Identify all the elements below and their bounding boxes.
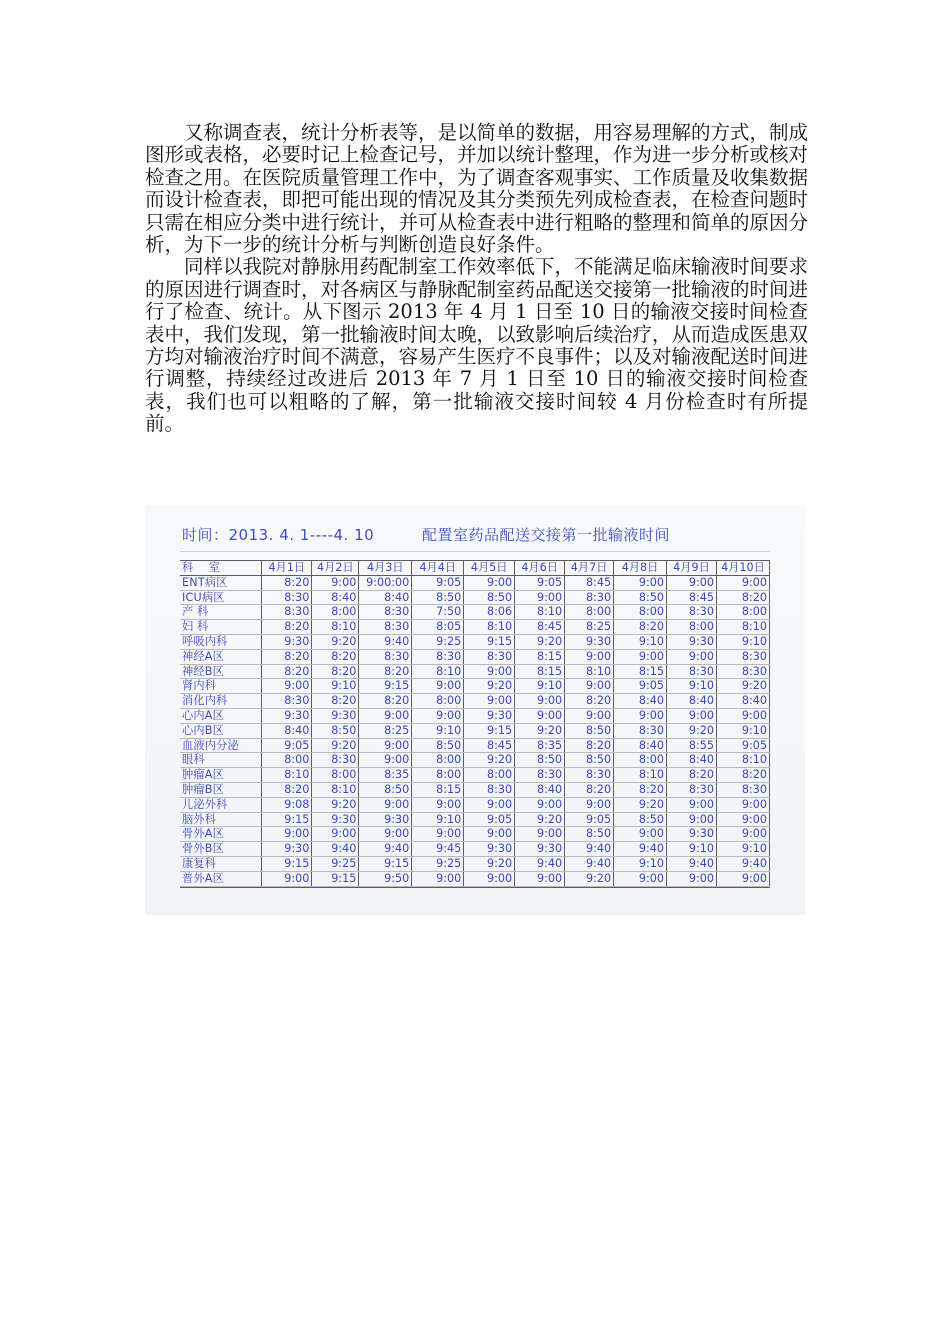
time-cell: 9:00 xyxy=(515,694,565,709)
table-row xyxy=(180,856,770,871)
time-cell: 8:50 xyxy=(565,753,614,768)
dept-cell: 骨外A区 xyxy=(180,827,262,842)
time-cell: 9:05 xyxy=(515,575,565,590)
time-cell: 9:15 xyxy=(359,856,412,871)
header-date: 4月6日 xyxy=(515,561,565,576)
time-cell: 9:20 xyxy=(312,634,359,649)
header-date: 4月9日 xyxy=(667,561,717,576)
time-cell: 9:00 xyxy=(359,827,412,842)
time-cell: 8:55 xyxy=(667,738,717,753)
time-cell: 9:00 xyxy=(262,679,312,694)
time-cell: 9:00 xyxy=(412,827,464,842)
spreadsheet-image xyxy=(180,519,770,893)
sheet-title-date: 时间：2013. 4. 1----4. 10 xyxy=(182,526,375,544)
time-cell: 8:15 xyxy=(515,649,565,664)
dept-cell: 神经B区 xyxy=(180,664,262,679)
time-cell: 8:40 xyxy=(614,738,667,753)
dept-cell: 心内A区 xyxy=(180,708,262,723)
time-cell: 8:10 xyxy=(565,664,614,679)
time-cell: 9:15 xyxy=(312,871,359,886)
header-date: 4月4日 xyxy=(412,561,464,576)
time-cell: 9:05 xyxy=(262,738,312,753)
time-cell: 8:20 xyxy=(312,649,359,664)
time-cell: 9:40 xyxy=(667,856,717,871)
time-cell: 9:40 xyxy=(565,856,614,871)
time-cell: 8:10 xyxy=(614,768,667,783)
time-cell: 8:20 xyxy=(262,575,312,590)
time-cell: 9:05 xyxy=(565,812,614,827)
time-cell: 9:00 xyxy=(667,812,717,827)
time-cell: 9:00 xyxy=(359,708,412,723)
dept-cell: 产 科 xyxy=(180,605,262,620)
time-cell: 8:30 xyxy=(464,782,515,797)
time-cell: 8:30 xyxy=(262,694,312,709)
table-row xyxy=(180,649,770,664)
dept-cell: 消化内科 xyxy=(180,694,262,709)
time-cell: 8:25 xyxy=(565,620,614,635)
time-cell: 7:50 xyxy=(412,605,464,620)
table-row xyxy=(180,738,770,753)
time-cell: 8:40 xyxy=(614,694,667,709)
time-cell: 9:00 xyxy=(716,708,769,723)
time-cell: 8:30 xyxy=(716,649,769,664)
paragraph-1: 又称调查表，统计分析表等，是以简单的数据，用容易理解的方式，制成图形或表格，必要时记上检查记号，并加以统计整理，作为进一步分析或核对检查之用。在医院质量管理工作中，为了调查客观事实、工作质量及收集数据而设计检查表，即把可能出现的情况及其分类预先列成检查表，在检查问题时只需在相应分类中进行统计，并可从检查表中进行粗略的整理和简单的原因分析，为下一步的统计分析与判断创造良好条件。 xyxy=(145,121,809,257)
table-row xyxy=(180,812,770,827)
time-cell: 8:25 xyxy=(359,723,412,738)
time-cell: 8:30 xyxy=(614,723,667,738)
time-cell: 9:40 xyxy=(359,842,412,857)
time-cell: 8:45 xyxy=(565,575,614,590)
time-cell: 9:45 xyxy=(412,842,464,857)
time-cell: 9:30 xyxy=(565,634,614,649)
time-cell: 8:30 xyxy=(464,649,515,664)
time-cell: 8:10 xyxy=(464,620,515,635)
time-cell: 8:20 xyxy=(565,782,614,797)
time-cell: 9:00 xyxy=(464,664,515,679)
time-cell: 8:10 xyxy=(515,605,565,620)
time-cell: 8:50 xyxy=(412,590,464,605)
time-cell: 8:20 xyxy=(565,694,614,709)
time-cell: 8:00 xyxy=(614,753,667,768)
time-cell: 8:05 xyxy=(412,620,464,635)
time-cell: 9:00 xyxy=(614,827,667,842)
time-cell: 9:00 xyxy=(716,575,769,590)
time-cell: 8:45 xyxy=(515,620,565,635)
time-cell: 9:00 xyxy=(412,708,464,723)
time-cell: 8:50 xyxy=(565,723,614,738)
time-cell: 8:00 xyxy=(614,605,667,620)
dept-cell: 眼科 xyxy=(180,753,262,768)
time-cell: 8:20 xyxy=(262,782,312,797)
time-cell: 9:25 xyxy=(312,856,359,871)
time-cell: 9:20 xyxy=(312,797,359,812)
time-cell: 8:20 xyxy=(359,664,412,679)
time-cell: 9:30 xyxy=(312,812,359,827)
time-cell: 9:25 xyxy=(412,856,464,871)
dept-cell: 肿瘤A区 xyxy=(180,768,262,783)
time-cell: 9:20 xyxy=(515,723,565,738)
time-cell: 9:05 xyxy=(412,575,464,590)
header-date: 4月2日 xyxy=(312,561,359,576)
time-cell: 9:00 xyxy=(359,738,412,753)
time-cell: 9:40 xyxy=(515,856,565,871)
time-cell: 9:30 xyxy=(667,634,717,649)
time-cell: 8:10 xyxy=(312,782,359,797)
time-cell: 9:00 xyxy=(716,812,769,827)
time-cell: 9:30 xyxy=(262,708,312,723)
table-row xyxy=(180,871,770,886)
time-cell: 9:20 xyxy=(716,679,769,694)
time-cell: 9:00 xyxy=(515,797,565,812)
header-date: 4月1日 xyxy=(262,561,312,576)
time-cell: 9:00 xyxy=(716,827,769,842)
time-cell: 8:00 xyxy=(412,694,464,709)
time-cell: 8:50 xyxy=(614,590,667,605)
body-text xyxy=(145,122,808,436)
time-cell: 9:00 xyxy=(412,797,464,812)
time-cell: 9:15 xyxy=(262,856,312,871)
time-cell: 9:00 xyxy=(565,797,614,812)
time-cell: 9:10 xyxy=(614,634,667,649)
time-cell: 9:40 xyxy=(565,842,614,857)
time-cell: 9:00 xyxy=(614,871,667,886)
dept-cell: 脑外科 xyxy=(180,812,262,827)
time-cell: 9:20 xyxy=(464,753,515,768)
time-cell: 8:00 xyxy=(667,620,717,635)
header-date: 4月7日 xyxy=(565,561,614,576)
sheet-title xyxy=(180,519,770,552)
time-cell: 9:10 xyxy=(667,842,717,857)
time-cell: 9:10 xyxy=(312,679,359,694)
time-cell: 9:30 xyxy=(667,827,717,842)
time-cell: 8:50 xyxy=(614,812,667,827)
time-cell: 8:20 xyxy=(614,620,667,635)
time-cell: 8:45 xyxy=(464,738,515,753)
table-row xyxy=(180,782,770,797)
dept-cell: 普外A区 xyxy=(180,871,262,886)
time-cell: 9:00 xyxy=(565,679,614,694)
time-cell: 9:00 xyxy=(262,827,312,842)
time-cell: 9:00 xyxy=(667,708,717,723)
dept-cell: 血液内分泌 xyxy=(180,738,262,753)
time-cell: 8:20 xyxy=(667,768,717,783)
time-cell: 8:20 xyxy=(262,620,312,635)
time-cell: 8:35 xyxy=(515,738,565,753)
time-cell: 8:50 xyxy=(464,590,515,605)
table-cutoff-edge xyxy=(180,887,770,893)
table-row xyxy=(180,842,770,857)
time-cell: 9:00 xyxy=(667,871,717,886)
time-cell: 8:40 xyxy=(262,723,312,738)
time-cell: 9:00 xyxy=(716,797,769,812)
table-row xyxy=(180,694,770,709)
time-cell: 9:00 xyxy=(464,694,515,709)
time-cell: 9:20 xyxy=(464,856,515,871)
dept-cell: 呼吸内科 xyxy=(180,634,262,649)
time-cell: 8:30 xyxy=(262,605,312,620)
table-row xyxy=(180,708,770,723)
time-cell: 9:20 xyxy=(464,679,515,694)
time-cell: 9:00 xyxy=(412,679,464,694)
time-cell: 9:10 xyxy=(716,842,769,857)
header-date: 4月8日 xyxy=(614,561,667,576)
time-cell: 9:00 xyxy=(464,827,515,842)
table-header-row xyxy=(180,561,770,576)
infusion-time-table xyxy=(180,560,770,887)
dept-cell: 肾内科 xyxy=(180,679,262,694)
time-cell: 9:00 xyxy=(312,575,359,590)
table-row xyxy=(180,679,770,694)
paragraph-2: 同样以我院对静脉用药配制室工作效率低下，不能满足临床输液时间要求的原因进行调查时，对各病区与静脉配制室药品配送交接第一批输液的时间进行了检查、统计。从下图示 2013 年 4 月 1 日至 10 日的输液交接时间检查表中，我们发现，第一批输液时间太晚，以致影响后续治疗，从而造成医患双方均对输液治疗时间不满意，容易产生医疗不良事件；以及对输液配送时间进行调整，持续经过改进后 2013 年 7 月 1 日至 10 日的输液交接时间检查表，我们也可以粗略的了解，第一批输液交接时间较 4 月份检查时有所提前。 xyxy=(145,255,809,436)
time-cell: 8:30 xyxy=(359,605,412,620)
time-cell: 9:00 xyxy=(464,871,515,886)
time-cell: 8:20 xyxy=(359,694,412,709)
time-cell: 9:15 xyxy=(262,812,312,827)
time-cell: 8:06 xyxy=(464,605,515,620)
table-row xyxy=(180,827,770,842)
header-date: 4月10日 xyxy=(716,561,769,576)
time-cell: 8:10 xyxy=(312,620,359,635)
time-cell: 9:30 xyxy=(359,812,412,827)
time-cell: 8:30 xyxy=(667,605,717,620)
time-cell: 9:20 xyxy=(515,634,565,649)
time-cell: 8:00 xyxy=(262,753,312,768)
time-cell: 9:10 xyxy=(716,723,769,738)
sheet-title-text: 配置室药品配送交接第一批输液时间 xyxy=(422,526,671,544)
dept-cell: ICU病区 xyxy=(180,590,262,605)
time-cell: 9:00 xyxy=(667,575,717,590)
time-cell: 9:10 xyxy=(515,679,565,694)
time-cell: 8:50 xyxy=(565,827,614,842)
time-cell: 8:50 xyxy=(312,723,359,738)
time-cell: 9:20 xyxy=(667,723,717,738)
time-cell: 9:00 xyxy=(614,575,667,590)
time-cell: 9:00 xyxy=(464,797,515,812)
time-cell: 8:00 xyxy=(312,605,359,620)
time-cell: 9:30 xyxy=(262,842,312,857)
time-cell: 8:30 xyxy=(667,782,717,797)
time-cell: 8:50 xyxy=(515,753,565,768)
table-row xyxy=(180,753,770,768)
table-row xyxy=(180,634,770,649)
dept-cell: 神经A区 xyxy=(180,649,262,664)
table-row xyxy=(180,768,770,783)
time-cell: 8:10 xyxy=(262,768,312,783)
time-cell: 8:20 xyxy=(312,664,359,679)
checksheet-figure xyxy=(145,505,805,915)
time-cell: 8:30 xyxy=(359,649,412,664)
time-cell: 8:45 xyxy=(667,590,717,605)
time-cell: 8:15 xyxy=(412,782,464,797)
time-cell: 9:08 xyxy=(262,797,312,812)
time-cell: 8:15 xyxy=(515,664,565,679)
time-cell: 8:20 xyxy=(262,664,312,679)
time-cell: 9:00 xyxy=(565,649,614,664)
time-cell: 9:50 xyxy=(359,871,412,886)
time-cell: 9:15 xyxy=(464,723,515,738)
time-cell: 9:40 xyxy=(359,634,412,649)
time-cell: 9:10 xyxy=(667,679,717,694)
time-cell: 8:30 xyxy=(262,590,312,605)
time-cell: 9:30 xyxy=(515,842,565,857)
dept-cell: 儿泌外科 xyxy=(180,797,262,812)
dept-cell: 康复科 xyxy=(180,856,262,871)
dept-cell: ENT病区 xyxy=(180,575,262,590)
time-cell: 8:30 xyxy=(312,753,359,768)
time-cell: 9:00 xyxy=(515,708,565,723)
time-cell: 9:40 xyxy=(716,856,769,871)
time-cell: 9:00 xyxy=(515,827,565,842)
time-cell: 9:15 xyxy=(464,634,515,649)
time-cell: 8:10 xyxy=(412,664,464,679)
table-row xyxy=(180,605,770,620)
time-cell: 8:00 xyxy=(716,605,769,620)
time-cell: 8:00 xyxy=(412,753,464,768)
time-cell: 9:30 xyxy=(464,842,515,857)
time-cell: 8:15 xyxy=(614,664,667,679)
time-cell: 9:00 xyxy=(614,708,667,723)
time-cell: 8:00 xyxy=(464,768,515,783)
time-cell: 8:30 xyxy=(359,620,412,635)
time-cell: 9:00 xyxy=(667,797,717,812)
time-cell: 9:00 xyxy=(464,575,515,590)
table-row xyxy=(180,723,770,738)
time-cell: 8:30 xyxy=(565,768,614,783)
time-cell: 8:20 xyxy=(565,738,614,753)
time-cell: 8:30 xyxy=(412,649,464,664)
time-cell: 9:10 xyxy=(412,723,464,738)
time-cell: 8:20 xyxy=(716,590,769,605)
dept-cell: 肿瘤B区 xyxy=(180,782,262,797)
time-cell: 9:30 xyxy=(312,708,359,723)
time-cell: 9:10 xyxy=(614,856,667,871)
time-cell: 8:40 xyxy=(716,694,769,709)
time-cell: 8:40 xyxy=(312,590,359,605)
time-cell: 9:00 xyxy=(359,797,412,812)
time-cell: 9:40 xyxy=(312,842,359,857)
time-cell: 8:00 xyxy=(412,768,464,783)
time-cell: 8:35 xyxy=(359,768,412,783)
time-cell: 9:00 xyxy=(359,753,412,768)
time-cell: 9:00 xyxy=(716,871,769,886)
time-cell: 9:00 xyxy=(614,649,667,664)
time-cell: 9:00 xyxy=(312,827,359,842)
time-cell: 9:00 xyxy=(412,871,464,886)
time-cell: 8:40 xyxy=(359,590,412,605)
time-cell: 8:30 xyxy=(515,768,565,783)
time-cell: 9:10 xyxy=(412,812,464,827)
time-cell: 8:20 xyxy=(312,694,359,709)
time-cell: 9:15 xyxy=(359,679,412,694)
table-row xyxy=(180,590,770,605)
header-date: 4月5日 xyxy=(464,561,515,576)
time-cell: 9:20 xyxy=(515,812,565,827)
header-dept: 科 室 xyxy=(180,561,262,576)
time-cell: 8:30 xyxy=(667,664,717,679)
time-cell: 9:00 xyxy=(565,708,614,723)
table-row xyxy=(180,620,770,635)
time-cell: 8:20 xyxy=(614,782,667,797)
time-cell: 8:30 xyxy=(565,590,614,605)
time-cell: 9:10 xyxy=(716,634,769,649)
time-cell: 8:20 xyxy=(262,649,312,664)
time-cell: 8:50 xyxy=(412,738,464,753)
time-cell: 8:20 xyxy=(716,768,769,783)
time-cell: 8:40 xyxy=(515,782,565,797)
time-cell: 8:50 xyxy=(359,782,412,797)
time-cell: 9:05 xyxy=(614,679,667,694)
time-cell: 9:05 xyxy=(464,812,515,827)
time-cell: 9:00 xyxy=(515,871,565,886)
table-row xyxy=(180,664,770,679)
header-date: 4月3日 xyxy=(359,561,412,576)
time-cell: 8:10 xyxy=(716,753,769,768)
dept-cell: 妇 科 xyxy=(180,620,262,635)
time-cell: 9:00 xyxy=(515,590,565,605)
time-cell: 8:30 xyxy=(716,782,769,797)
dept-cell: 心内B区 xyxy=(180,723,262,738)
time-cell: 9:00 xyxy=(667,649,717,664)
time-cell: 9:40 xyxy=(614,842,667,857)
time-cell: 9:30 xyxy=(464,708,515,723)
time-cell: 8:40 xyxy=(667,753,717,768)
time-cell: 9:05 xyxy=(716,738,769,753)
time-cell: 9:00:00 xyxy=(359,575,412,590)
time-cell: 8:40 xyxy=(667,694,717,709)
time-cell: 9:20 xyxy=(312,738,359,753)
time-cell: 8:10 xyxy=(716,620,769,635)
time-cell: 9:00 xyxy=(262,871,312,886)
time-cell: 9:25 xyxy=(412,634,464,649)
time-cell: 9:20 xyxy=(614,797,667,812)
time-cell: 8:00 xyxy=(312,768,359,783)
time-cell: 8:30 xyxy=(716,664,769,679)
time-cell: 9:20 xyxy=(565,871,614,886)
dept-cell: 骨外B区 xyxy=(180,842,262,857)
time-cell: 8:00 xyxy=(565,605,614,620)
table-row xyxy=(180,575,770,590)
table-row xyxy=(180,797,770,812)
time-cell: 9:30 xyxy=(262,634,312,649)
